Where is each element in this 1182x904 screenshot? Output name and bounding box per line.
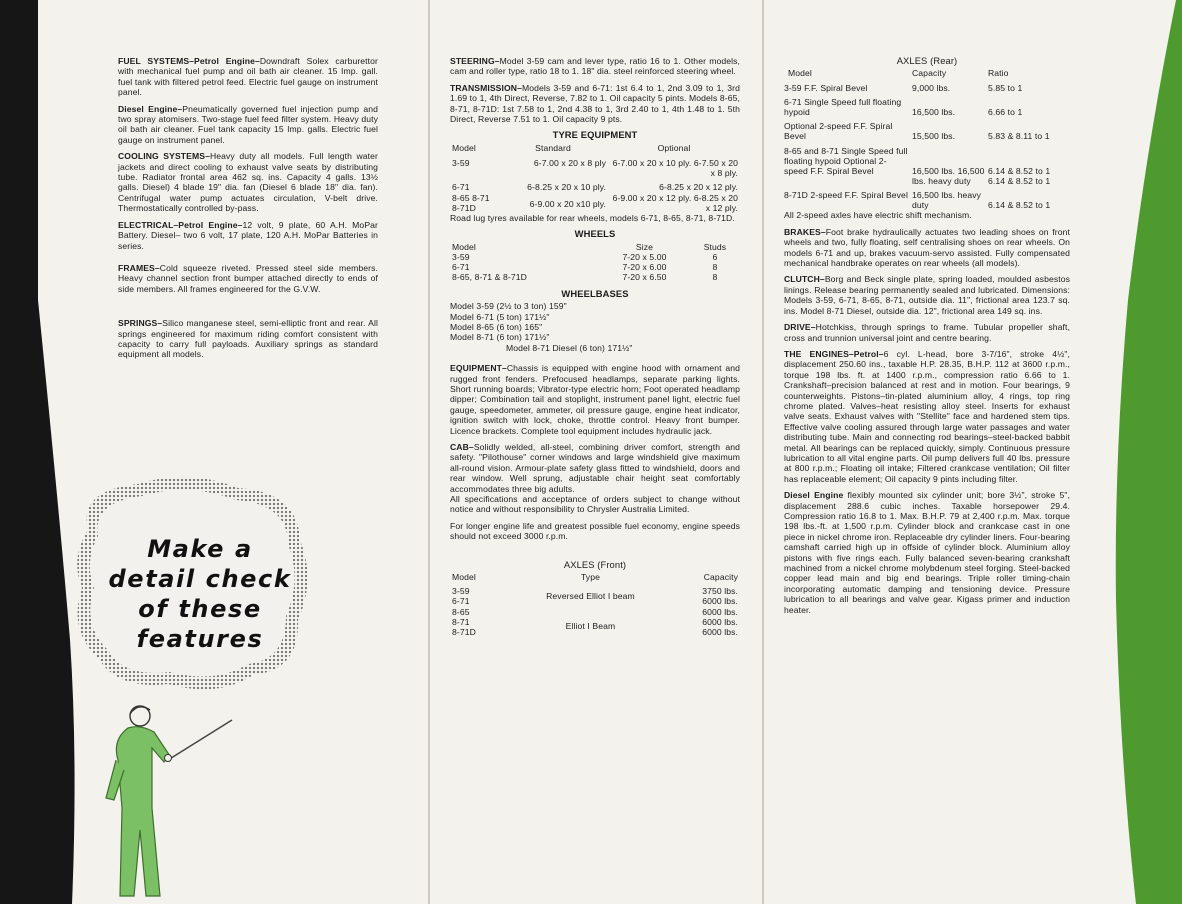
table-header: Size bbox=[635, 241, 654, 252]
axles-front-table bbox=[450, 572, 740, 637]
table-header: Model bbox=[452, 142, 476, 153]
table-header: Model bbox=[452, 572, 476, 583]
table-cell: Optional 2-speed F.F. Spiral Bevel bbox=[784, 121, 893, 142]
table-header: Capacity bbox=[703, 572, 738, 583]
section-label: STEERING– bbox=[450, 56, 500, 66]
section-label: BRAKES– bbox=[784, 226, 826, 237]
section-text: Chassis is equipped with engine hood with ornament and rugged front fenders. Prefocused headlamps, separate parking lights. Short running boards; Vibrator-type electric horn; Foot operated headlamp dipper; Combination tail and stoplight, instrument panel light, electric fuel gauge, speedometer, ammeter, oil pressure gauge, engine heat indicator, ignition switch with lock, choke, throttle control. Heavy front bumper. Licence brackets. Complete tool equipment includes hydraulic jack. bbox=[450, 363, 740, 436]
table-cell: 6-8.25 x 20 x 12 ply. bbox=[659, 182, 738, 193]
steering-section bbox=[450, 56, 740, 77]
drive-section bbox=[784, 322, 1070, 343]
section-text: Solidly welded, all-steel, combining driver comfort, strength and safety. "Pilothouse" corner windows and large windshield give maximum all-round vision. Armour-plate safety glass fitted to windshield, doors and rear window. Well sprung, adjustable chair height seat comfortably accommodates three big adults. bbox=[450, 441, 740, 494]
table-row bbox=[450, 582, 740, 637]
section-text: flexibly mounted six cylinder unit; bore 3½", stroke 5", displacement 288.6 cubic inches. Taxable horsepower 29.4. Compression ratio 16.8 to 1. Max. B.H.P. 79 at 2,400 r.p.m. Max. torque 198 lbs.-ft. at 1,500 r.p.m. Cylinder block and crankcase cast in one piece in nickel chrome iron. Replaceable dry cylinder liners. Four-bearing camshaft carried high up in offside of cylinder block. Aluminium alloy pistons with five rings each. Fully balanced seven-bearing crankshaft machined from a nickel chrome molybdenum steel forging. Steel-backed copper lead main and big end bearings. Triple roller timing-chain incorporating automatic damping and tensioning device. Pressure lubrication to all bearings and valve gear. Kigass primer and induction heater. bbox=[784, 490, 1070, 615]
table-cell: 8-71 bbox=[452, 616, 470, 627]
table-cell: 6-71 bbox=[452, 596, 470, 607]
table-row bbox=[450, 262, 740, 272]
table-cell: 6 bbox=[712, 252, 718, 263]
black-wave-band bbox=[0, 0, 90, 904]
wheelbase-line: Model 6-71 (5 ton) 171½" bbox=[450, 311, 550, 322]
mechanic-pointing-figure-icon bbox=[100, 700, 270, 904]
table-cell: 3-59 bbox=[452, 252, 470, 263]
table-cell: 6000 lbs. bbox=[702, 616, 738, 627]
section-label: THE ENGINES–Petrol– bbox=[784, 348, 884, 359]
column-3 bbox=[784, 56, 1070, 627]
section-text: Heavy duty all models. Full length water jackets and direct cooling to exhaust valve seats by distributing tube. Radiator frontal area 462 sq. ins. Capacity 4 galls. 13½ galls. Diesel) 4 blade 19" dia. fan (Diesel 6 blade 18" dia. fan). Centrifugal water pump actuates circulation, V-belt drive. Thermostatically controlled by-pass. bbox=[118, 151, 378, 214]
section-label: FUEL SYSTEMS–Petrol Engine– bbox=[118, 56, 260, 66]
section-label: COOLING SYSTEMS– bbox=[118, 151, 210, 162]
axles-rear-note: All 2-speed axles have electric shift mechanism. bbox=[784, 210, 972, 221]
table-cell: 6-8.25 x 20 x 10 ply. bbox=[527, 182, 606, 193]
section-label: CAB– bbox=[450, 441, 474, 452]
section-text: Model 3-59 cam and lever type, ratio 16 to 1. Other models, cam and roller type, ratio 18 to 1. 18" dia. steel reinforced steering wheel. bbox=[450, 56, 740, 77]
table-header: Studs bbox=[703, 241, 727, 252]
section-text: 6 cyl. L-head, bore 3-7/16", stroke 4½", displacement 250.60 ins., taxable H.P. 28.35, B.H.P. 112 at 3600 r.p.m., torque 198 lbs. ft. at 1400 r.p.m., compression ratio 6.66 to 1. Crankshaft–precision balanced at rest and in motion. Four bearings, 9 counterweights. Pistons–tin-plated aluminium alloy, 4 rings, top ring chrome plated. Valves–heat resisting alloy steel. Inserts for exhaust valve seats. Exhaust valves with "Stellite" face and hardened stem tips. Effective valve cooling assured through large water passages and water distributing tube. Main and connecting rod bearings–steel-backed babbit metal. All bearings can be replaced quickly, simply. Continuous pressure lubrication to all vital engine parts. Oil pump delivers full 40 lbs. pressure at 800 r.p.m.; Floating oil intake; Filtered crankcase ventilation; Oil filter has replaceable element; Oil capacity 9 pints including filter. bbox=[784, 348, 1070, 484]
table-cell: 8-65 and 8-71 Single Speed full floating hypoid Optional 2-speed F.F. Spiral Bevel bbox=[784, 145, 908, 177]
wheelbases-title: WHEELBASES bbox=[561, 287, 629, 299]
table-row bbox=[784, 121, 1070, 145]
wheelbase-line: Model 8-71 (6 ton) 171½" bbox=[450, 332, 550, 343]
table-row bbox=[784, 146, 1070, 190]
slogan-line-3: of these bbox=[138, 595, 262, 623]
table-cell: 6.14 & 8.52 to 1 6.14 & 8.52 to 1 bbox=[988, 165, 1051, 186]
wheelbase-line: Model 8-71 Diesel (6 ton) 171½" bbox=[506, 342, 633, 353]
table-cell: 7-20 x 6.00 bbox=[622, 262, 667, 273]
brakes-section bbox=[784, 227, 1070, 269]
table-cell: 3-59 F.F. Spiral Bevel bbox=[784, 82, 868, 93]
axles-front-title: AXLES (Front) bbox=[563, 558, 627, 570]
table-cell: 6.14 & 8.52 to 1 bbox=[988, 200, 1051, 211]
section-label: CLUTCH– bbox=[784, 274, 825, 285]
axles-front-capacities bbox=[671, 582, 740, 637]
wheelbase-line: Model 8-65 (6 ton) 165" bbox=[450, 321, 543, 332]
axles-front-types bbox=[510, 582, 671, 637]
table-row bbox=[450, 193, 740, 213]
engine-speed-note: For longer engine life and greatest possible fuel economy, engine speeds should not exceed 3000 r.p.m. bbox=[450, 520, 740, 542]
section-label: TRANSMISSION– bbox=[450, 82, 522, 93]
table-cell: 6.66 to 1 bbox=[988, 106, 1023, 117]
section-text: Cold squeeze riveted. Pressed steel side members. Heavy channel section front bumper attached directly to ends of side members. All frames engineered for the G.V.W. bbox=[118, 262, 378, 294]
section-label: EQUIPMENT– bbox=[450, 363, 507, 374]
table-cell: 6-71 bbox=[452, 182, 470, 193]
table-header: Model bbox=[452, 241, 476, 252]
table-cell: 6-71 Single Speed full floating hypoid bbox=[784, 96, 902, 118]
table-cell: 6000 lbs. bbox=[702, 596, 738, 607]
section-text: Models 3-59 and 6-71: 1st 6.4 to 1, 2nd 3.09 to 1, 3rd 1.69 to 1, 4th Direct, Reverse, 7.82 to 1. Oil capacity 5 pints. Models 8-65, 8-71, 8-71D: 1st 7.58 to 1, 2nd 4.38 to 1, 3rd 2.40 to 1, 4th 1.48 to 1. 5th Direct, Reverse 7.51 to 1. Oil capacity 9 pts. bbox=[450, 82, 740, 125]
table-cell: 8-65 8-71 8-71D bbox=[452, 192, 490, 213]
table-cell: 6-9.00 x 20 x 12 ply. 6-8.25 x 20 x 12 ply. bbox=[612, 192, 738, 213]
table-header-row bbox=[450, 572, 740, 582]
section-text: Hotchkiss, through springs to frame. Tubular propeller shaft, cross and trunnion universal joint and centre bearing. bbox=[784, 322, 1070, 343]
table-row bbox=[450, 153, 740, 178]
table-row bbox=[784, 190, 1070, 210]
fold-line-right bbox=[762, 0, 764, 904]
table-cell: 6000 lbs. bbox=[702, 606, 738, 617]
springs-section bbox=[118, 318, 378, 360]
table-cell: 16,500 lbs. 16,500 lbs. heavy duty bbox=[912, 165, 985, 186]
tyre-note: Road lug tyres available for rear wheels, models 6-71, 8-65, 8-71, 8-71D. bbox=[450, 213, 735, 224]
axles-rear-table bbox=[784, 68, 1070, 210]
table-cell: 8-65 bbox=[452, 606, 470, 617]
table-cell: 3-59 bbox=[452, 158, 470, 169]
table-header-row bbox=[450, 143, 740, 153]
table-cell: 6-7.00 x 20 x 10 ply. 6-7.50 x 20 x 8 ply. bbox=[612, 158, 738, 179]
section-text: Pneumatically governed fuel injection pump and two spray atomisers. Two-stage fuel feed filter system. Heavy duty oil bath air cleaner. Fuel tank capacity 15 Imp. galls. Electric fuel gauge on instrument panel. bbox=[118, 103, 378, 145]
slogan-line-2: detail check bbox=[108, 565, 292, 593]
table-row bbox=[450, 272, 740, 282]
table-cell: 7-20 x 5.00 bbox=[622, 252, 667, 263]
clutch-section bbox=[784, 274, 1070, 316]
wheels-table bbox=[450, 242, 740, 283]
table-row bbox=[784, 83, 1070, 97]
table-cell: 7-20 x 6.50 bbox=[622, 272, 667, 283]
slogan-line-4: features bbox=[136, 625, 264, 653]
table-cell: 8-65, 8-71 & 8-71D bbox=[452, 272, 527, 283]
slogan-line-1: Make a bbox=[147, 535, 253, 563]
table-header-row bbox=[450, 242, 740, 252]
electrical-section bbox=[118, 220, 378, 251]
section-text: Borg and Beck single plate, spring loaded, moulded asbestos linings. Release bearing permanently sealed and lubricated. Dimensions: Models 3-59, 6-71, 8-65, 8-71, outside dia. 11", frictional area 123.7 sq. ins. Model 8-71 Diesel, outside dia. 12", frictional area 149 sq. ins. bbox=[784, 274, 1070, 316]
table-cell: Reversed Elliot I beam bbox=[546, 591, 635, 602]
spec-note: All specifications and acceptance of orders subject to change without notice and without responsibility to Chrysler Australia Limited. bbox=[450, 494, 740, 515]
engines-section bbox=[784, 349, 1070, 484]
table-header: Optional bbox=[657, 142, 691, 153]
table-cell: 3750 lbs. bbox=[702, 586, 738, 597]
table-header: Ratio bbox=[988, 68, 1009, 79]
table-cell: 8-71D bbox=[452, 627, 476, 638]
section-text: Foot brake hydraulically actuates two leading shoes on front wheels and two, fully floating, self centralising shoes on rear wheels. On models 6-71 and up, brakes vacuum-servo assisted. Fully compensated mechanical handbrake operates on rear wheels (all models). bbox=[784, 226, 1070, 269]
table-row bbox=[450, 252, 740, 262]
table-cell: 3-59 bbox=[452, 586, 470, 597]
column-1 bbox=[118, 56, 378, 372]
diesel-fuel-section bbox=[118, 104, 378, 146]
column-2 bbox=[450, 56, 740, 637]
axles-rear-title: AXLES (Rear) bbox=[896, 55, 958, 66]
slogan bbox=[100, 534, 300, 654]
section-label: Diesel Engine bbox=[784, 490, 844, 501]
wheelbase-line: Model 3-59 (2½ to 3 ton) 159" bbox=[450, 301, 567, 312]
section-label: ELECTRICAL–Petrol Engine– bbox=[118, 219, 243, 230]
table-header: Type bbox=[580, 572, 600, 583]
fuel-systems-section bbox=[118, 56, 378, 98]
table-header: Capacity bbox=[912, 68, 947, 79]
table-cell: 15,500 lbs. bbox=[912, 131, 956, 142]
fold-line-left bbox=[428, 0, 430, 904]
tyre-equipment-title: TYRE EQUIPMENT bbox=[552, 129, 638, 141]
table-cell: 6-7.00 x 20 x 8 ply bbox=[533, 158, 606, 169]
table-row bbox=[450, 178, 740, 192]
cooling-systems-section bbox=[118, 151, 378, 213]
section-label: Diesel Engine– bbox=[118, 103, 183, 114]
section-label: FRAMES– bbox=[118, 262, 160, 273]
equipment-section bbox=[450, 363, 740, 436]
axles-front-models bbox=[450, 582, 510, 637]
table-cell: 8-71D 2-speed F.F. Spiral Bevel bbox=[784, 190, 908, 201]
table-cell: 16,500 lbs. heavy duty bbox=[912, 190, 982, 211]
transmission-section bbox=[450, 83, 740, 125]
diesel-engine-section bbox=[784, 490, 1070, 615]
cab-section bbox=[450, 442, 740, 494]
table-cell: 8 bbox=[712, 272, 718, 283]
wheels-title: WHEELS bbox=[574, 228, 616, 240]
section-label: DRIVE– bbox=[784, 322, 816, 333]
table-header-row bbox=[784, 68, 1070, 82]
section-text: 12 volt, 9 plate, 60 A.H. MoPar Battery. Diesel– two 6 volt, 17 plate, 120 A.H. MoPar Batteries in series. bbox=[118, 219, 378, 251]
table-row bbox=[784, 97, 1070, 121]
table-cell: 5.85 to 1 bbox=[988, 82, 1023, 93]
table-cell: 8 bbox=[712, 262, 718, 273]
table-cell: 9,000 lbs. bbox=[912, 82, 951, 93]
table-cell: 16,500 lbs. bbox=[912, 106, 956, 117]
frames-section bbox=[118, 263, 378, 294]
table-cell: 5.83 & 8.11 to 1 bbox=[988, 131, 1050, 142]
section-label: SPRINGS– bbox=[118, 318, 163, 329]
table-cell: Elliot I Beam bbox=[565, 621, 616, 632]
table-header: Standard bbox=[535, 142, 571, 153]
table-header: Model bbox=[788, 68, 812, 79]
table-cell: 6-9.00 x 20 x10 ply. bbox=[529, 198, 606, 209]
table-cell: 6000 lbs. bbox=[702, 627, 738, 638]
section-text: Silico manganese steel, semi-elliptic front and rear. All springs engineered for maximum riding comfort consistent with capacity to carry full payloads. Auxiliary springs as standard equipment all models. bbox=[118, 318, 378, 360]
green-wave-band bbox=[1106, 0, 1182, 904]
table-cell: 6-71 bbox=[452, 262, 470, 273]
section-text: Downdraft Solex carburettor with mechanical fuel pump and oil bath air cleaner. 15 Imp. gall. fuel tank with filtered petrol feed. Electric fuel gauge on instrument panel. bbox=[118, 56, 378, 98]
tyre-equipment-table bbox=[450, 143, 740, 213]
